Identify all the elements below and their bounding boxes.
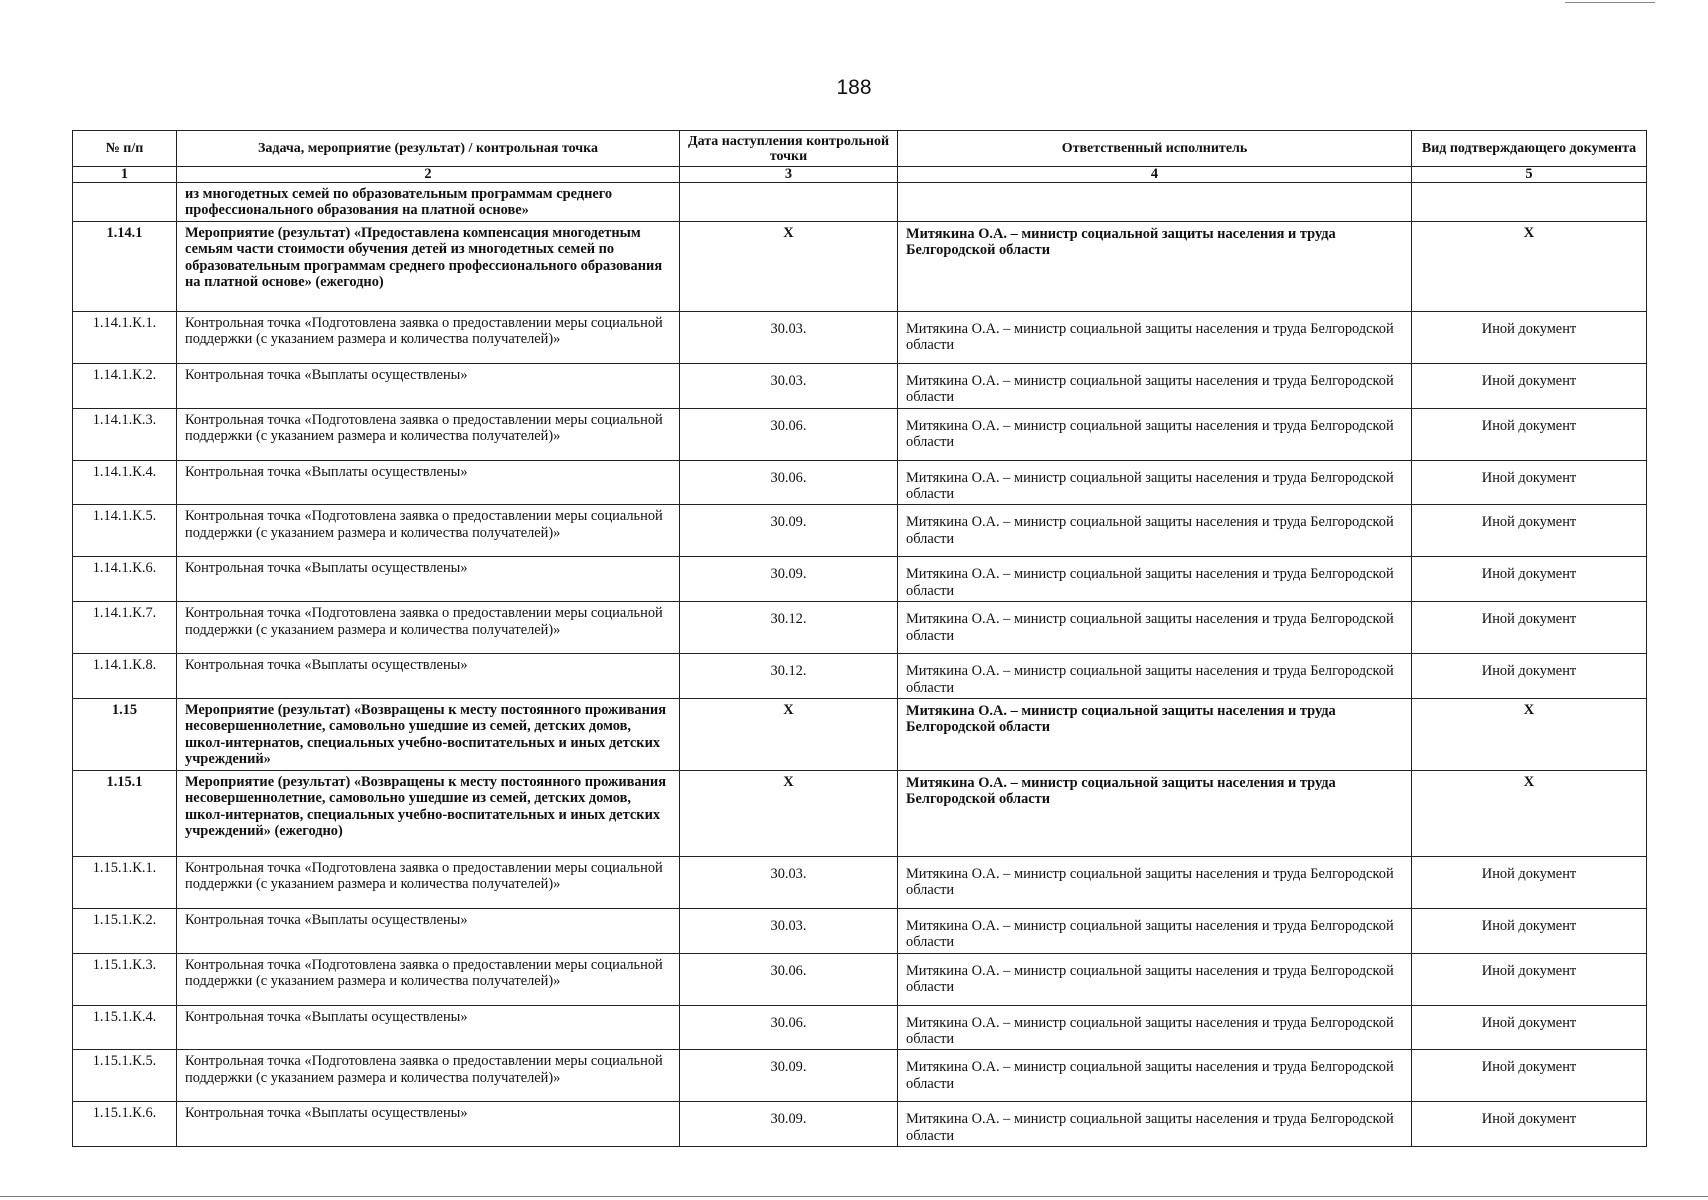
- row-responsible: Митякина О.А. – министр социальной защиты населения и труда Белгородской области: [898, 770, 1412, 856]
- row-date: [680, 183, 898, 222]
- control-points-table: [72, 130, 1647, 1147]
- table-row: [73, 363, 1647, 408]
- table-row: [73, 770, 1647, 856]
- row-document: [1412, 183, 1647, 222]
- row-document: Иной документ: [1412, 408, 1647, 460]
- row-document: Иной документ: [1412, 363, 1647, 408]
- table-row: [73, 221, 1647, 311]
- row-responsible: Митякина О.А. – министр социальной защиты населения и труда Белгородской области: [898, 1005, 1412, 1050]
- row-number: 1.14.1.К.3.: [73, 408, 177, 460]
- header-document: Вид подтверждающего документа: [1412, 131, 1647, 167]
- row-date: X: [680, 221, 898, 311]
- table-row: [73, 183, 1647, 222]
- row-responsible: Митякина О.А. – министр социальной защиты населения и труда Белгородской области: [898, 908, 1412, 953]
- table-row: [73, 1050, 1647, 1102]
- row-date: 30.09.: [680, 1050, 898, 1102]
- table-row: [73, 602, 1647, 654]
- row-responsible: Митякина О.А. – министр социальной защиты населения и труда Белгородской области: [898, 654, 1412, 699]
- column-number: 3: [680, 167, 898, 183]
- row-number: 1.14.1.К.6.: [73, 557, 177, 602]
- row-date: 30.03.: [680, 908, 898, 953]
- table-row: [73, 311, 1647, 363]
- row-date: 30.09.: [680, 1102, 898, 1147]
- row-number: 1.14.1.К.1.: [73, 311, 177, 363]
- row-task: Контрольная точка «Подготовлена заявка о предоставлении меры социальной поддержки (с указанием размера и количества получателей)»: [177, 1050, 680, 1102]
- table-row: [73, 1005, 1647, 1050]
- row-document: Иной документ: [1412, 953, 1647, 1005]
- row-task: Контрольная точка «Подготовлена заявка о предоставлении меры социальной поддержки (с указанием размера и количества получателей)»: [177, 602, 680, 654]
- row-date: 30.06.: [680, 1005, 898, 1050]
- table-row: [73, 557, 1647, 602]
- row-date: 30.03.: [680, 363, 898, 408]
- table-row: [73, 699, 1647, 771]
- row-document: Иной документ: [1412, 460, 1647, 505]
- row-task: Контрольная точка «Выплаты осуществлены»: [177, 654, 680, 699]
- row-number: 1.15.1.К.2.: [73, 908, 177, 953]
- header-number: № п/п: [73, 131, 177, 167]
- column-number: 5: [1412, 167, 1647, 183]
- row-responsible: Митякина О.А. – министр социальной защиты населения и труда Белгородской области: [898, 460, 1412, 505]
- row-date: 30.12.: [680, 602, 898, 654]
- row-date: 30.12.: [680, 654, 898, 699]
- row-document: Иной документ: [1412, 908, 1647, 953]
- row-document: Иной документ: [1412, 856, 1647, 908]
- row-date: 30.03.: [680, 311, 898, 363]
- table-row: [73, 953, 1647, 1005]
- row-document: Иной документ: [1412, 602, 1647, 654]
- row-task: Контрольная точка «Подготовлена заявка о предоставлении меры социальной поддержки (с указанием размера и количества получателей)»: [177, 953, 680, 1005]
- row-task: Мероприятие (результат) «Возвращены к месту постоянного проживания несовершеннолетние, самовольно ушедшие из семей, детских домов, школ-интернатов, специальных учебно-воспитательных и иных детских учреждений»: [177, 699, 680, 771]
- row-number: 1.15.1.К.4.: [73, 1005, 177, 1050]
- row-responsible: Митякина О.А. – министр социальной защиты населения и труда Белгородской области: [898, 602, 1412, 654]
- row-task: Контрольная точка «Выплаты осуществлены»: [177, 363, 680, 408]
- column-number: 2: [177, 167, 680, 183]
- header-task: Задача, мероприятие (результат) / контрольная точка: [177, 131, 680, 167]
- row-task: Мероприятие (результат) «Предоставлена компенсация многодетным семьям части стоимости обучения детей из многодетных семей по образовательным программам среднего профессионального образования на платной основе» (ежегодно): [177, 221, 680, 311]
- row-date: X: [680, 699, 898, 771]
- row-date: 30.06.: [680, 460, 898, 505]
- row-task: Контрольная точка «Выплаты осуществлены»: [177, 557, 680, 602]
- row-task: Контрольная точка «Подготовлена заявка о предоставлении меры социальной поддержки (с указанием размера и количества получателей)»: [177, 856, 680, 908]
- table-row: [73, 856, 1647, 908]
- header-date: Дата наступления контрольной точки: [680, 131, 898, 167]
- row-date: 30.06.: [680, 953, 898, 1005]
- row-number: 1.14.1.К.7.: [73, 602, 177, 654]
- row-number: 1.15.1: [73, 770, 177, 856]
- row-document: Иной документ: [1412, 1005, 1647, 1050]
- row-document: X: [1412, 770, 1647, 856]
- row-task: Контрольная точка «Подготовлена заявка о предоставлении меры социальной поддержки (с указанием размера и количества получателей)»: [177, 311, 680, 363]
- row-responsible: [898, 183, 1412, 222]
- row-document: Иной документ: [1412, 654, 1647, 699]
- column-number: 4: [898, 167, 1412, 183]
- row-task: Контрольная точка «Выплаты осуществлены»: [177, 460, 680, 505]
- row-task: Мероприятие (результат) «Возвращены к месту постоянного проживания несовершеннолетние, самовольно ушедшие из семей, детских домов, школ-интернатов, специальных учебно-воспитательных и иных детских учреждений» (ежегодно): [177, 770, 680, 856]
- row-number: [73, 183, 177, 222]
- row-document: Иной документ: [1412, 557, 1647, 602]
- row-number: 1.15: [73, 699, 177, 771]
- row-document: X: [1412, 221, 1647, 311]
- row-document: Иной документ: [1412, 505, 1647, 557]
- row-date: 30.09.: [680, 557, 898, 602]
- row-date: 30.03.: [680, 856, 898, 908]
- row-task: Контрольная точка «Выплаты осуществлены»: [177, 1102, 680, 1147]
- column-number: 1: [73, 167, 177, 183]
- table-row: [73, 908, 1647, 953]
- table-row: [73, 505, 1647, 557]
- row-task: из многодетных семей по образовательным программам среднего профессионального образования на платной основе»: [177, 183, 680, 222]
- row-number: 1.15.1.К.3.: [73, 953, 177, 1005]
- row-responsible: Митякина О.А. – министр социальной защиты населения и труда Белгородской области: [898, 505, 1412, 557]
- row-number: 1.14.1: [73, 221, 177, 311]
- row-document: Иной документ: [1412, 1102, 1647, 1147]
- row-responsible: Митякина О.А. – министр социальной защиты населения и труда Белгородской области: [898, 221, 1412, 311]
- header-responsible: Ответственный исполнитель: [898, 131, 1412, 167]
- row-number: 1.14.1.К.5.: [73, 505, 177, 557]
- row-responsible: Митякина О.А. – министр социальной защиты населения и труда Белгородской области: [898, 953, 1412, 1005]
- table-header-row: [73, 131, 1647, 167]
- row-responsible: Митякина О.А. – министр социальной защиты населения и труда Белгородской области: [898, 856, 1412, 908]
- row-responsible: Митякина О.А. – министр социальной защиты населения и труда Белгородской области: [898, 311, 1412, 363]
- row-task: Контрольная точка «Подготовлена заявка о предоставлении меры социальной поддержки (с указанием размера и количества получателей)»: [177, 505, 680, 557]
- row-document: Иной документ: [1412, 311, 1647, 363]
- row-date: 30.06.: [680, 408, 898, 460]
- row-number: 1.15.1.К.1.: [73, 856, 177, 908]
- row-task: Контрольная точка «Подготовлена заявка о предоставлении меры социальной поддержки (с указанием размера и количества получателей)»: [177, 408, 680, 460]
- row-task: Контрольная точка «Выплаты осуществлены»: [177, 1005, 680, 1050]
- row-document: X: [1412, 699, 1647, 771]
- row-number: 1.14.1.К.4.: [73, 460, 177, 505]
- row-number: 1.14.1.К.2.: [73, 363, 177, 408]
- row-date: X: [680, 770, 898, 856]
- row-responsible: Митякина О.А. – министр социальной защиты населения и труда Белгородской области: [898, 557, 1412, 602]
- row-responsible: Митякина О.А. – министр социальной защиты населения и труда Белгородской области: [898, 363, 1412, 408]
- column-number-row: [73, 167, 1647, 183]
- table-row: [73, 654, 1647, 699]
- top-edge-rule: [1565, 2, 1655, 3]
- bottom-edge-rule: [0, 1196, 1708, 1197]
- table-row: [73, 1102, 1647, 1147]
- table-body: [73, 183, 1647, 1147]
- page-number: 188: [836, 76, 872, 99]
- row-responsible: Митякина О.А. – министр социальной защиты населения и труда Белгородской области: [898, 1050, 1412, 1102]
- row-task: Контрольная точка «Выплаты осуществлены»: [177, 908, 680, 953]
- row-date: 30.09.: [680, 505, 898, 557]
- table-row: [73, 460, 1647, 505]
- row-document: Иной документ: [1412, 1050, 1647, 1102]
- row-number: 1.15.1.К.6.: [73, 1102, 177, 1147]
- row-responsible: Митякина О.А. – министр социальной защиты населения и труда Белгородской области: [898, 699, 1412, 771]
- table-row: [73, 408, 1647, 460]
- row-number: 1.15.1.К.5.: [73, 1050, 177, 1102]
- row-responsible: Митякина О.А. – министр социальной защиты населения и труда Белгородской области: [898, 1102, 1412, 1147]
- row-responsible: Митякина О.А. – министр социальной защиты населения и труда Белгородской области: [898, 408, 1412, 460]
- row-number: 1.14.1.К.8.: [73, 654, 177, 699]
